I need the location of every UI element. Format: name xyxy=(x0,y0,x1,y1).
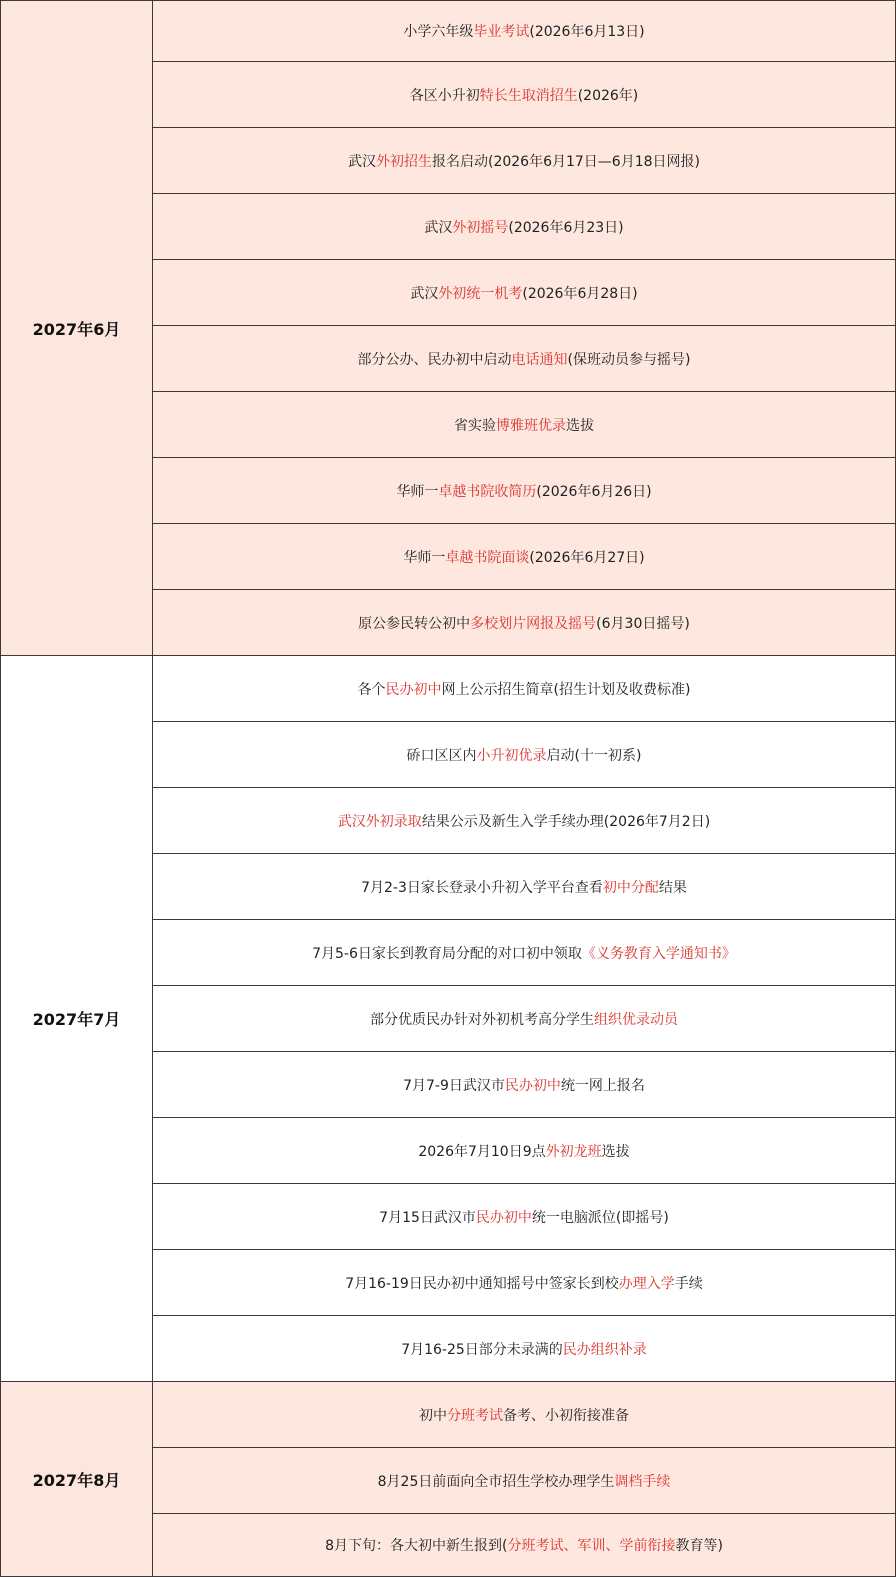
event-text: 部分优质民办针对外初机考高分学生 xyxy=(370,1011,594,1028)
event-text: (2026年) xyxy=(577,87,639,104)
highlighted-text: 民办组织补录 xyxy=(562,1341,647,1358)
highlighted-text: 民办初中 xyxy=(475,1209,532,1226)
event-text: 选拔 xyxy=(601,1143,630,1160)
highlighted-text: 《义务教育入学通知书》 xyxy=(581,945,736,962)
highlighted-text: 调档手续 xyxy=(614,1473,671,1490)
event-text: 小学六年级 xyxy=(403,24,474,40)
event-cell xyxy=(153,920,896,986)
event-text: 手续 xyxy=(674,1275,703,1292)
event-text: 7月2-3日家长登录小升初入学平台查看 xyxy=(361,879,603,896)
highlighted-text: 特长生取消招生 xyxy=(479,87,578,104)
event-text: 报名启动(2026年6月17日—6月18日网报) xyxy=(432,153,700,170)
event-text: (2026年6月23日) xyxy=(508,219,624,236)
highlighted-text: 外初统一机考 xyxy=(438,285,523,302)
highlighted-text: 电话通知 xyxy=(511,351,568,368)
event-cell xyxy=(153,392,896,458)
event-text: 各个 xyxy=(357,681,386,698)
event-text: 结果公示及新生入学手续办理(2026年7月2日) xyxy=(421,813,711,830)
event-cell xyxy=(153,194,896,260)
highlighted-text: 办理入学 xyxy=(618,1275,675,1292)
event-cell xyxy=(153,1448,896,1514)
event-text: (2026年6月27日) xyxy=(529,549,645,566)
event-text: 原公参民转公初中 xyxy=(358,615,471,632)
highlighted-text: 小升初优录 xyxy=(476,747,547,764)
event-text: 武汉 xyxy=(410,285,439,302)
highlighted-text: 博雅班优录 xyxy=(496,417,566,434)
event-text: 结果 xyxy=(658,879,687,896)
event-cell xyxy=(153,458,896,524)
month-label: 2027年8月 xyxy=(1,1382,153,1577)
event-text: 选拔 xyxy=(566,417,594,434)
event-text: 教育等) xyxy=(675,1538,723,1554)
event-text: 7月15日武汉市 xyxy=(379,1209,476,1226)
event-text: 省实验 xyxy=(454,417,496,434)
event-text: 武汉 xyxy=(424,219,453,236)
event-text: 部分公办、民办初中启动 xyxy=(357,351,512,368)
event-cell xyxy=(153,524,896,590)
event-text: 7月16-25日部分未录满的 xyxy=(401,1341,563,1358)
event-text: 统一网上报名 xyxy=(560,1077,645,1094)
highlighted-text: 民办初中 xyxy=(504,1077,561,1094)
event-text: 2026年7月10日9点 xyxy=(418,1143,546,1160)
highlighted-text: 卓越书院收简历 xyxy=(438,483,537,500)
event-text: 启动(十一初系) xyxy=(546,747,642,764)
event-cell xyxy=(153,1382,896,1448)
event-cell xyxy=(153,1514,896,1577)
event-text: 武汉 xyxy=(348,153,376,170)
event-cell xyxy=(153,1052,896,1118)
event-cell xyxy=(153,590,896,656)
event-text: 初中 xyxy=(419,1407,447,1424)
highlighted-text: 多校划片网报及摇号 xyxy=(470,615,597,632)
highlighted-text: 武汉外初录取 xyxy=(337,813,422,830)
event-text: (6月30日摇号) xyxy=(596,615,690,632)
event-text: (2026年6月26日) xyxy=(536,483,652,500)
highlighted-text: 分班考试 xyxy=(447,1407,503,1424)
table-row xyxy=(1,1382,896,1448)
event-text: 硚口区区内 xyxy=(406,747,477,764)
event-cell xyxy=(153,326,896,392)
event-text: 各区小升初 xyxy=(409,87,480,104)
event-cell xyxy=(153,1,896,62)
event-text: 7月16-19日民办初中通知摇号中签家长到校 xyxy=(345,1275,619,1292)
event-text: 华师一 xyxy=(403,549,446,566)
month-label: 2027年7月 xyxy=(1,656,153,1382)
event-cell xyxy=(153,62,896,128)
event-cell xyxy=(153,1250,896,1316)
event-cell xyxy=(153,656,896,722)
event-cell xyxy=(153,260,896,326)
event-cell xyxy=(153,1118,896,1184)
event-text: 8月25日前面向全市招生学校办理学生 xyxy=(377,1473,615,1490)
event-text: 华师一 xyxy=(396,483,439,500)
event-cell xyxy=(153,854,896,920)
event-text: (保班动员参与摇号) xyxy=(567,351,691,368)
highlighted-text: 外初龙班 xyxy=(545,1143,602,1160)
event-cell xyxy=(153,128,896,194)
event-text: 备考、小初衔接准备 xyxy=(503,1407,629,1424)
highlighted-text: 毕业考试 xyxy=(473,24,530,40)
event-text: (2026年6月13日) xyxy=(529,24,645,40)
event-cell xyxy=(153,722,896,788)
highlighted-text: 卓越书院面谈 xyxy=(445,549,530,566)
event-text: (2026年6月28日) xyxy=(522,285,638,302)
event-cell xyxy=(153,788,896,854)
event-text: 7月5-6日家长到教育局分配的对口初中领取 xyxy=(312,945,582,962)
table-row xyxy=(1,656,896,722)
highlighted-text: 分班考试、军训、学前衔接 xyxy=(507,1538,676,1554)
month-label: 2027年6月 xyxy=(1,1,153,656)
highlighted-text: 组织优录动员 xyxy=(594,1011,678,1028)
schedule-body xyxy=(1,1,896,1577)
highlighted-text: 外初招生 xyxy=(376,153,432,170)
highlighted-text: 民办初中 xyxy=(385,681,442,698)
event-text: 网上公示招生简章(招生计划及收费标准) xyxy=(441,681,691,698)
highlighted-text: 外初摇号 xyxy=(452,219,509,236)
event-cell xyxy=(153,986,896,1052)
table-row xyxy=(1,1,896,62)
event-text: 统一电脑派位(即摇号) xyxy=(531,1209,669,1226)
highlighted-text: 初中分配 xyxy=(602,879,659,896)
event-cell xyxy=(153,1184,896,1250)
event-cell xyxy=(153,1316,896,1382)
event-text: 8月下旬：各大初中新生报到( xyxy=(325,1538,508,1554)
event-text: 7月7-9日武汉市 xyxy=(403,1077,505,1094)
